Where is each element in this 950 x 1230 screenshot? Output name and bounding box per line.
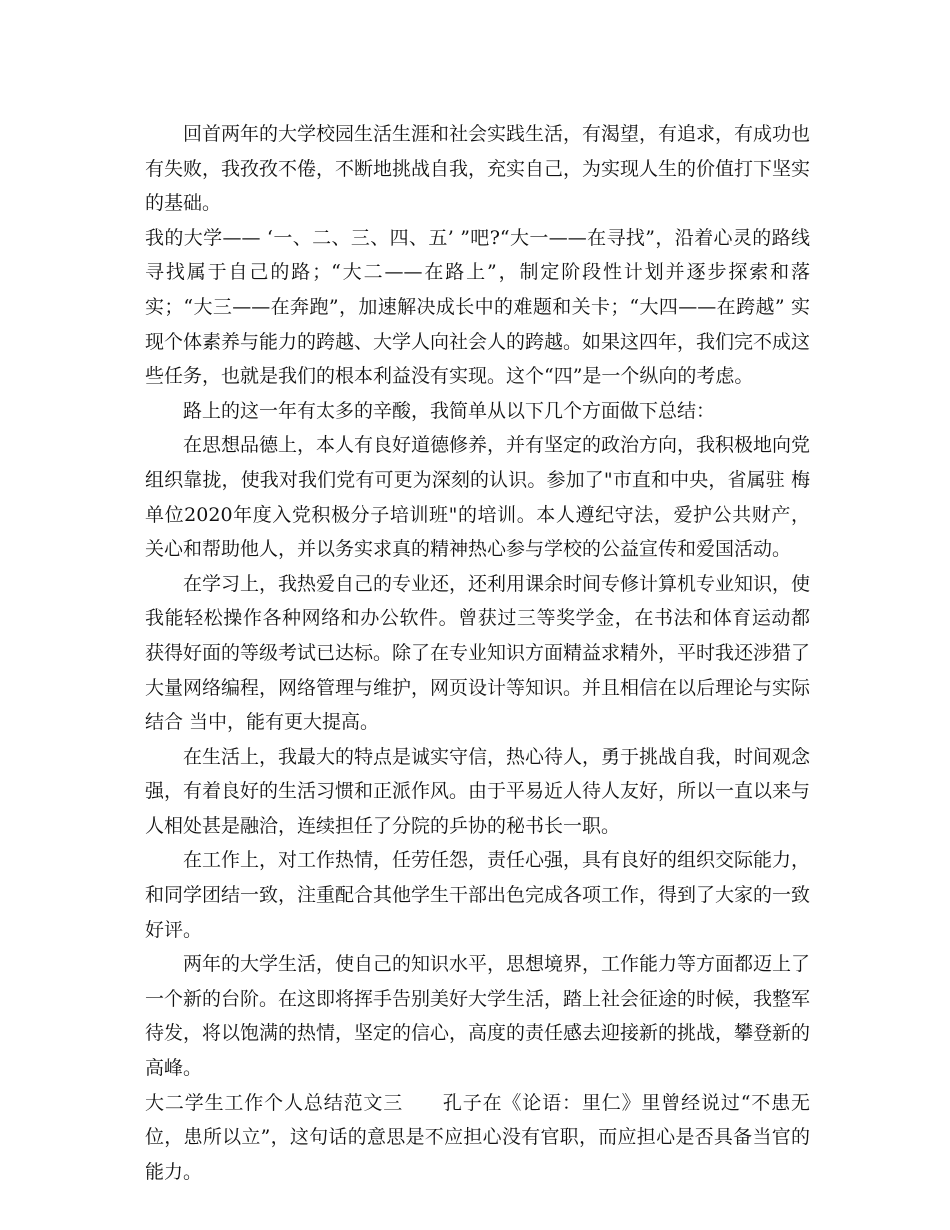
paragraph-four-years: 我的大学—— ‘一、二、三、四、五’ ”吧?“大一——在寻找”，沿着心灵的路线寻找属于自己的路；“大二——在路上”，制定阶段性计划并逐步探索和落实；“大三——在奔跑”，加速解决成长中的难题和关卡；“大四——在跨越” 实现个体素养与能力的跨越、大学人向社会人的跨越。如果这四年，我们完不成这些任务，也就是我们的根本利益没有实现。这个“四”是一个纵向的考虑。 <box>145 226 811 388</box>
paragraph-sample-three: 大二学生工作个人总结范文三 孔子在《论语：里仁》里曾经说过“不患无位，患所以立”，这句话的意思是不应担心没有官职，而应担心是否具备当官的能力。 <box>145 1091 810 1183</box>
paragraph-intro: 回首两年的大学校园生活生涯和社会实践生活，有渴望，有追求，有成功也有失败，我孜孜不倦，不断地挑战自我，充实自己，为实现人生的价值打下坚实的基础。 <box>145 123 811 215</box>
paragraph-ideology: 在思想品德上，本人有良好道德修养，并有坚定的政治方向，我积极地向党组织靠拢，使我对我们党有可更为深刻的认识。参加了"市直和中央，省属驻 梅单位2020年度入党积极分子培训班"的培训。本人遵纪守法，爱护公共财产，关心和帮助他人，并以务实求真的精神热心参与学校的公益宣传和爱国活动。 <box>145 434 811 561</box>
document-body <box>145 117 810 1189</box>
paragraph-summary-lead: 路上的这一年有太多的辛酸，我简单从以下几个方面做下总结： <box>183 399 716 422</box>
paragraph-conclusion: 两年的大学生活，使自己的知识水平，思想境界，工作能力等方面都迈上了一个新的台阶。在这即将挥手告别美好大学生活，踏上社会征途的时候，我整军待发，将以饱满的热情，坚定的信心，高度的责任感去迎接新的挑战，攀登新的高峰。 <box>145 953 811 1080</box>
paragraph-work: 在工作上，对工作热情，任劳任怨，责任心强，具有良好的组织交际能力，和同学团结一致，注重配合其他学生干部出色完成各项工作，得到了大家的一致好评。 <box>145 849 811 941</box>
paragraph-study: 在学习上，我热爱自己的专业还，还利用课余时间专修计算机专业知识，使我能轻松操作各种网络和办公软件。曾获过三等奖学金，在书法和体育运动都 获得好面的等级考试已达标。除了在专业知识方面精益求精外，平时我还涉猎了大量网络编程，网络管理与维护，网页设计等知识。并且相信在以后理论与实际结合 当中，能有更大提高。 <box>145 572 811 734</box>
paragraph-life: 在生活上，我最大的特点是诚实守信，热心待人，勇于挑战自我，时间观念强，有着良好的生活习惯和正派作风。由于平易近人待人友好，所以一直以来与人相处甚是融洽，连续担任了分院的乒协的秘书长一职。 <box>145 745 811 837</box>
